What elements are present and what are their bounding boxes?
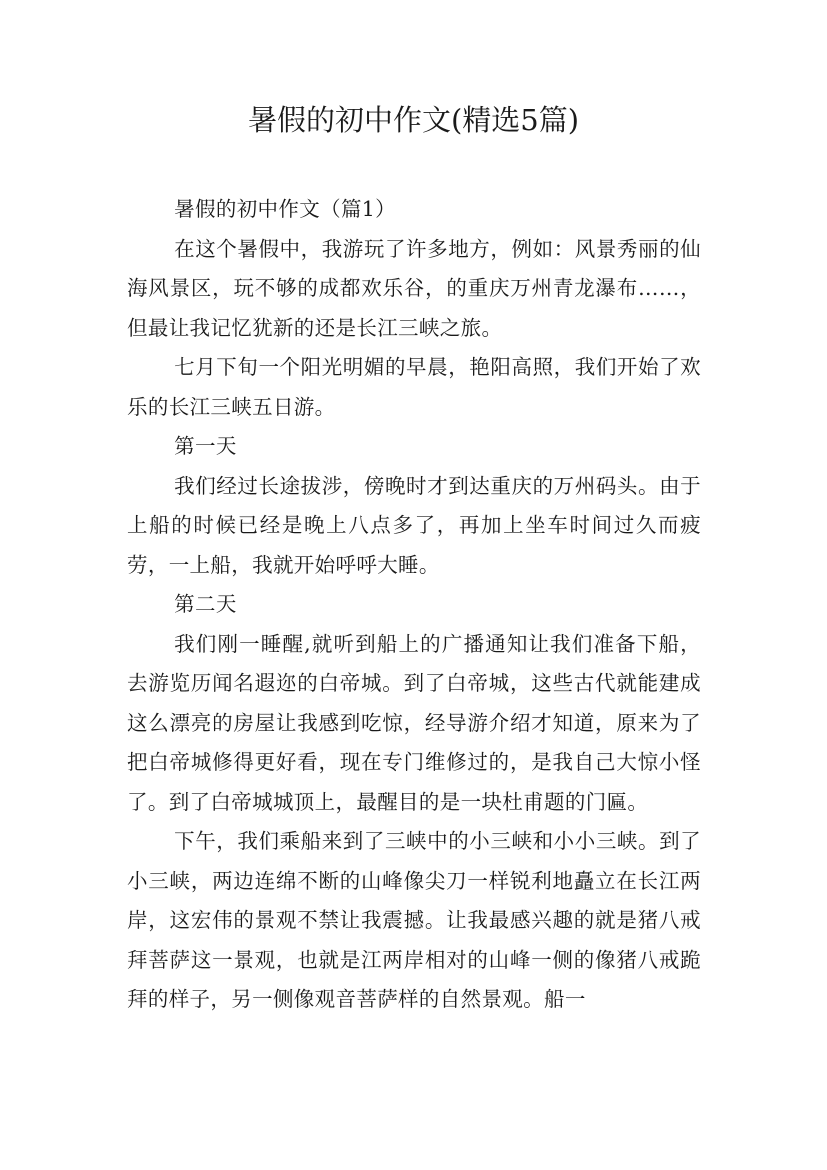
paragraph: 我们经过长途拔涉，傍晚时才到达重庆的万州码头。由于上船的时候已经是晚上八点多了，再加上坐车时间过久而疲劳，一上船，我就开始呼呼大睡。 [127,473,701,577]
paragraph: 我们刚一睡醒,就听到船上的广播通知让我们准备下船，去游览历闻名遐迩的白帝城。到了白帝城，这些古代就能建成这么漂亮的房屋让我感到吃惊，经导游介绍才知道，原来为了把白帝城修得更好看，现在专门维修过的，是我自己大惊小怪了。到了白帝城城顶上，最醒目的是一块杜甫题的门匾。 [127,631,701,814]
paragraph: 下午，我们乘船来到了三峡中的小三峡和小小三峡。到了小三峡，两边连绵不断的山峰像尖刀一样锐利地矗立在长江两岸，这宏伟的景观不禁让我震撼。让我最感兴趣的就是猪八戒拜菩萨这一景观，也就是江两岸相对的山峰一侧的像猪八戒跪拜的样子，另一侧像观音菩萨样的自然景观。船一 [127,829,701,1011]
document-title: 暑假的初中作文(精选5篇) [247,103,580,137]
document-body [127,190,701,1020]
paragraph: 七月下旬一个阳光明媚的早晨，艳阳高照，我们开始了欢乐的长江三峡五日游。 [127,355,701,419]
paragraph: 在这个暑假中，我游玩了许多地方，例如：风景秀丽的仙海风景区，玩不够的成都欢乐谷，的重庆万州青龙瀑布……，但最让我记忆犹新的还是长江三峡之旅。 [127,236,701,340]
section-heading: 暑假的初中作文（篇1） [174,197,397,221]
day-heading: 第二天 [174,592,237,616]
day-heading: 第一天 [174,434,237,458]
